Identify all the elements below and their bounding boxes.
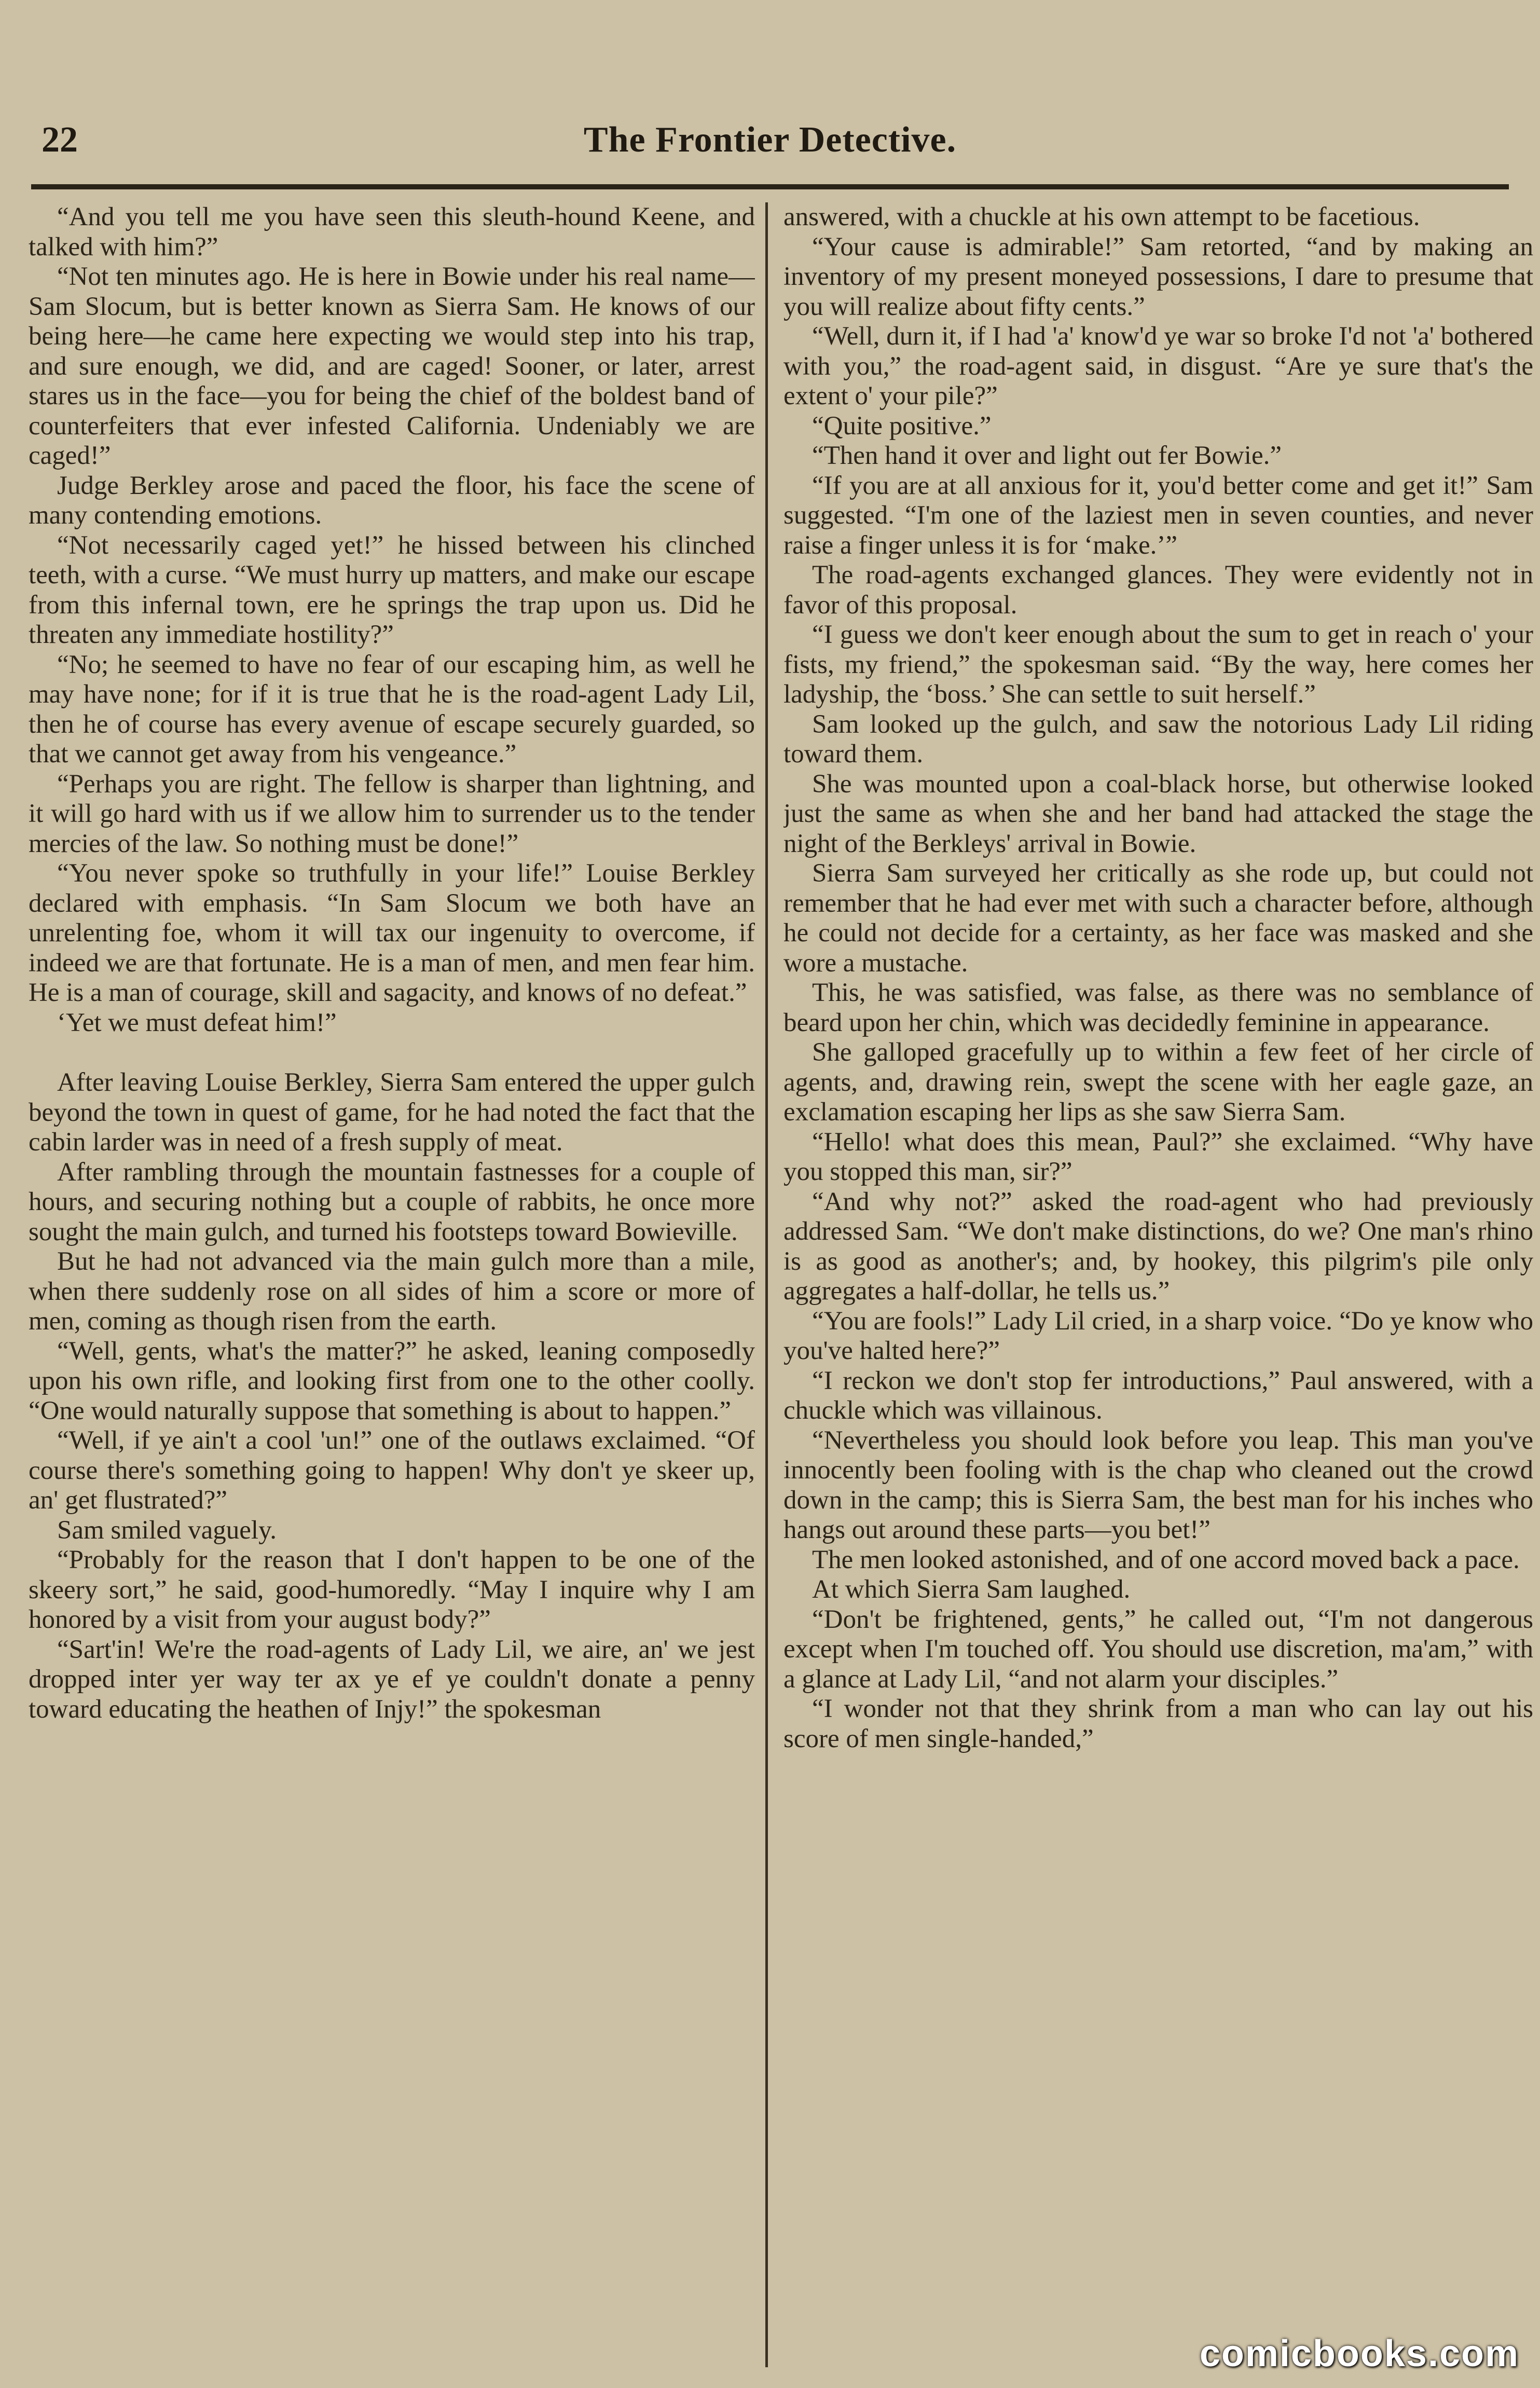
paragraph: “Sart'in! We're the road-agents of Lady Lil, we aire, an' we jest dropped inter yer way ter ax ye ef ye couldn't donate a penny toward educating the heathen of Injy!” the spokesman: [29, 1635, 755, 1724]
paragraph: The men looked astonished, and of one accord moved back a pace.: [812, 1545, 1520, 1574]
text-columns: [29, 202, 1533, 2367]
paragraph: The road-agents exchanged glances. They were evidently not in favor of this proposal.: [783, 560, 1533, 620]
paragraph: After leaving Louise Berkley, Sierra Sam entered the upper gulch beyond the town in quest of game, for he had noted the fact that the cabin larder was in need of a fresh supply of meat.: [29, 1068, 755, 1157]
paragraph: ‘Yet we must defeat him!”: [57, 1008, 337, 1037]
paragraph: “Perhaps you are right. The fellow is sharper than lightning, and it will go hard with us if we allow him to surrender us to the tender mercies of the law. So nothing must be done!”: [29, 769, 755, 858]
paragraph: This, he was satisfied, was false, as there was no semblance of beard upon her chin, which was decidedly feminine in appearance.: [783, 978, 1533, 1037]
paragraph: “Well, durn it, if I had 'a' know'd ye war so broke I'd not 'a' bothered with you,” the road-agent said, in disgust. “Are ye sure that's the extent o' your pile?”: [783, 322, 1533, 410]
paragraph: “Hello! what does this mean, Paul?” she exclaimed. “Why have you stopped this man, sir?”: [783, 1127, 1533, 1186]
paragraph: “Then hand it over and light out fer Bowie.”: [812, 441, 1282, 470]
paragraph: “I reckon we don't stop fer introductions,” Paul answered, with a chuckle which was villainous.: [783, 1366, 1533, 1425]
right-column: [783, 202, 1533, 2367]
paragraph: Sam looked up the gulch, and saw the notorious Lady Lil riding toward them.: [783, 709, 1533, 768]
paragraph: She was mounted upon a coal-black horse, but otherwise looked just the same as when she and her band had attacked the stage the night of the Berkleys' arrival in Bowie.: [783, 769, 1533, 858]
paragraph: “Well, gents, what's the matter?” he asked, leaning composedly upon his own rifle, and looking first from one to the other coolly. “One would naturally suppose that something is about to happen.”: [29, 1336, 755, 1425]
paragraph: “No; he seemed to have no fear of our escaping him, as well he may have none; for if it is true that he is the road-agent Lady Lil, then he of course has every avenue of escape securely guarded, so that we cannot get away from his vengeance.”: [29, 650, 755, 768]
paragraph: “Nevertheless you should look before you leap. This man you've innocently been fooling with is the chap who cleaned out the crowd down in the camp; this is Sierra Sam, the best man for his inches who hangs out around these parts—you bet!”: [783, 1425, 1533, 1544]
column-divider: [765, 202, 768, 2367]
page-header: [31, 109, 1509, 166]
paragraph: “Your cause is admirable!” Sam retorted, “and by making an inventory of my present moneyed possessions, I dare to presume that you will realize about fifty cents.”: [783, 232, 1533, 321]
paragraph: “I wonder not that they shrink from a man who can lay out his score of men single-handed,”: [783, 1694, 1533, 1753]
watermark-logo: comicbooks.com: [1199, 2333, 1519, 2375]
header-rule: [31, 184, 1509, 189]
page-number: 22: [42, 120, 78, 160]
section-break: [29, 1038, 755, 1068]
paragraph: Judge Berkley arose and paced the floor, his face the scene of many contending emotions.: [29, 471, 755, 530]
paragraph: “You never spoke so truthfully in your life!” Louise Berkley declared with emphasis. “In Sam Slocum we both have an unrelenting foe, whom it will tax our ingenuity to overcome, if indeed we are that fortunate. He is a man of men, and men fear him. He is a man of courage, skill and sagacity, and knows of no defeat.”: [29, 859, 755, 1007]
paragraph: answered, with a chuckle at his own attempt to be facetious.: [783, 202, 1420, 231]
paragraph: Sam smiled vaguely.: [57, 1515, 277, 1545]
paragraph: But he had not advanced via the main gulch more than a mile, when there suddenly rose on all sides of him a score or more of men, coming as though risen from the earth.: [29, 1247, 755, 1336]
paragraph: Sierra Sam surveyed her critically as she rode up, but could not remember that he had ever met with such a character before, although he could not decide for a certainty, as her face was masked and she wore a mustache.: [783, 859, 1533, 978]
paragraph: “Probably for the reason that I don't happen to be one of the skeery sort,” he said, good-humoredly. “May I inquire why I am honored by a visit from your august body?”: [29, 1545, 755, 1634]
paragraph: After rambling through the mountain fastnesses for a couple of hours, and securing nothing but a couple of rabbits, he once more sought the main gulch, and turned his footsteps toward Bowieville.: [29, 1157, 755, 1246]
paragraph: “You are fools!” Lady Lil cried, in a sharp voice. “Do ye know who you've halted here?”: [783, 1306, 1533, 1365]
paragraph: She galloped gracefully up to within a few feet of her circle of agents, and, drawing rein, swept the scene with her eagle gaze, an exclamation escaping her lips as she saw Sierra Sam.: [783, 1038, 1533, 1127]
paragraph: “I guess we don't keer enough about the sum to get in reach o' your fists, my friend,” the spokesman said. “By the way, here comes her ladyship, the ‘boss.’ She can settle to suit herself.”: [783, 620, 1533, 709]
paragraph: “Don't be frightened, gents,” he called out, “I'm not dangerous except when I'm touched off. You should use discretion, ma'am,” with a glance at Lady Lil, “and not alarm your disciples.”: [783, 1604, 1533, 1694]
paragraph: “Not necessarily caged yet!” he hissed between his clinched teeth, with a curse. “We must hurry up matters, and make our escape from this infernal town, ere he springs the trap upon us. Did he threaten any immediate hostility?”: [29, 530, 755, 649]
paragraph: “Not ten minutes ago. He is here in Bowie under his real name—Sam Slocum, but is better known as Sierra Sam. He knows of our being here—he came here expecting we would step into his trap, and sure enough, we did, and are caged! Sooner, or later, arrest stares us in the face—you for being the chief of the boldest band of counterfeiters that ever infested California. Undeniably we are caged!”: [29, 262, 755, 470]
paragraph: “And why not?” asked the road-agent who had previously addressed Sam. “Wе don't make distinctions, do we? One man's rhino is as good as another's; and, by hookey, this pilgrim's pile only aggregates a half-dollar, he tells us.”: [783, 1187, 1533, 1306]
left-column: [29, 202, 755, 2367]
paragraph: At which Sierra Sam laughed.: [812, 1575, 1131, 1604]
paragraph: “Quite positive.”: [812, 411, 992, 441]
paragraph: “If you are at all anxious for it, you'd better come and get it!” Sam suggested. “I'm one of the laziest men in seven counties, and never raise a finger unless it is for ‘make.’”: [783, 471, 1533, 560]
paragraph: “And you tell me you have seen this sleuth-hound Keene, and talked with him?”: [29, 202, 755, 262]
paragraph: “Well, if ye ain't a cool 'un!” one of the outlaws exclaimed. “Of course there's something going to happen! Why don't ye skeer up, an' get flustrated?”: [29, 1426, 755, 1515]
running-title: The Frontier Detective.: [583, 120, 957, 160]
